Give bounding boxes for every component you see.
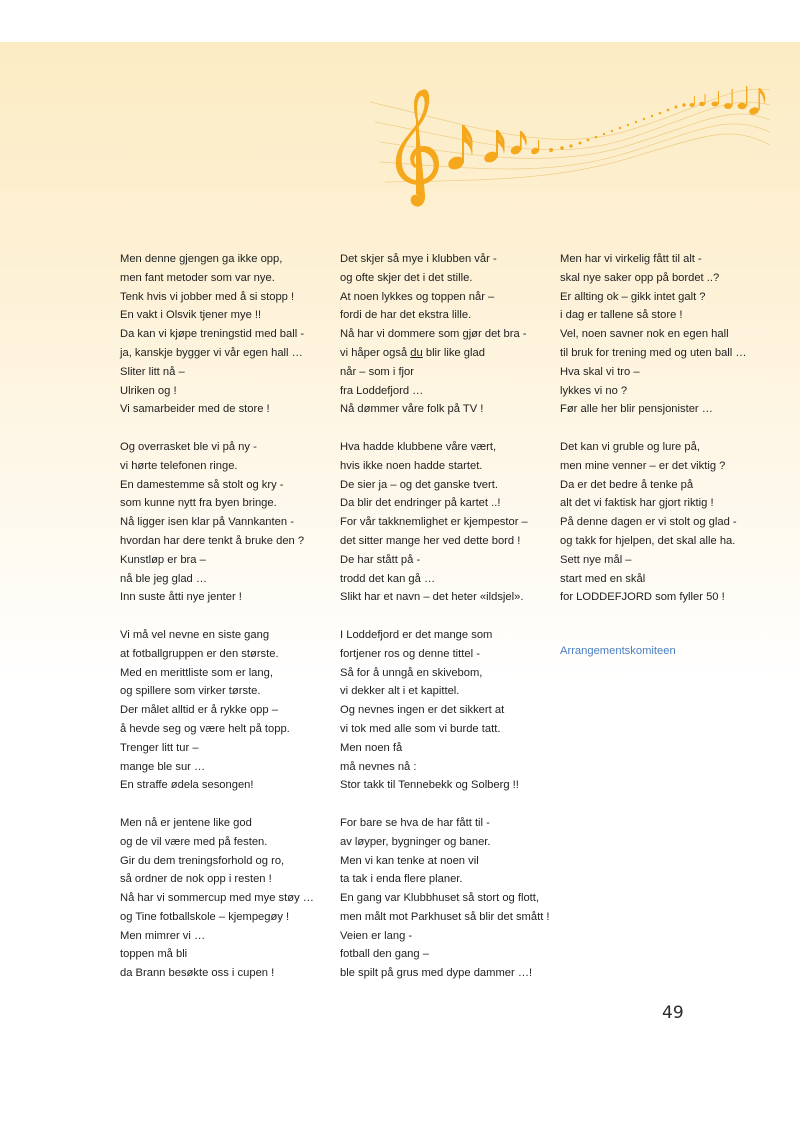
poem-line: Er allting ok – gikk intet galt ?: [560, 290, 706, 303]
poem-line: De sier ja – og det ganske tvert.: [340, 478, 498, 491]
poem-line: Nå ligger isen klar på Vannkanten -: [120, 516, 294, 529]
poem-line: En vakt i Olsvik tjener mye !!: [120, 309, 262, 322]
poem-line: og spillere som virker tørste.: [120, 685, 261, 698]
poem-line: som kunne nytt fra byen bringe.: [120, 497, 277, 510]
poem-line: for LODDEFJORD som fyller 50 !: [560, 591, 725, 604]
poem-line: Men mimrer vi …: [120, 929, 206, 942]
stanza: [120, 626, 340, 795]
poem-line: For vår takknemlighet er kjempestor –: [340, 516, 528, 529]
poem-line: Sett nye mål –: [560, 553, 632, 566]
poem-line: at fotballgruppen er den største.: [120, 647, 279, 660]
signature: Arrangementskomiteen: [560, 645, 676, 657]
poem-line: Sliter litt nå –: [120, 365, 185, 378]
poem-line: men mine venner – er det viktig ?: [560, 459, 726, 472]
stanza: [560, 438, 780, 607]
poem-line: å hevde seg og være helt på topp.: [120, 722, 290, 735]
poem-line: men målt mot Parkhuset så blir det smått !: [340, 910, 550, 923]
poem-line: hvis ikke noen hadde startet.: [340, 459, 483, 472]
poem-line-underlined: vi håper også du blir like glad: [340, 346, 485, 359]
poem-line: I Loddefjord er det mange som: [340, 628, 493, 641]
poem-line: Tenk hvis vi jobber med å si stopp !: [120, 290, 295, 303]
poem-line: Men vi kan tenke at noen vil: [340, 854, 479, 867]
poem-line: Men noen få: [340, 741, 403, 754]
poem-line: vi tok med alle som vi burde tatt.: [340, 722, 501, 735]
poem-line: Ulriken og !: [120, 384, 177, 397]
poem-line: ble spilt på grus med dype dammer …!: [340, 967, 533, 980]
poem-line: Inn suste åtti nye jenter !: [120, 591, 242, 604]
poem-line: Og nevnes ingen er det sikkert at: [340, 704, 505, 717]
poem-line: må nevnes nå :: [340, 760, 417, 773]
poem-line: hvordan har dere tenkt å bruke den ?: [120, 534, 305, 547]
poem-line: Da blir det endringer på kartet ..!: [340, 497, 501, 510]
poem-line: Men har vi virkelig fått til alt -: [560, 253, 702, 265]
poem-line: ta tak i enda flere planer.: [340, 873, 463, 886]
poem-line: Vel, noen savner nok en egen hall: [560, 328, 729, 341]
stanza: [340, 438, 560, 607]
stanza: [120, 250, 340, 419]
poem-line: At noen lykkes og toppen når –: [340, 290, 495, 303]
poem-line: Slikt har et navn – det heter «ildsjel».: [340, 591, 524, 604]
poem-line: Der målet alltid er å rykke opp –: [120, 704, 278, 717]
poem-line: vi dekker alt i et kapittel.: [340, 685, 460, 698]
poem-line: Gir du dem treningsforhold og ro,: [120, 854, 285, 867]
poem-line: så ordner de nok opp i resten !: [120, 873, 272, 886]
poem-line: Vi samarbeider med de store !: [120, 403, 270, 416]
poem-line: Hva hadde klubbene våre vært,: [340, 440, 497, 453]
poem-line: fordi de har det ekstra lille.: [340, 309, 472, 322]
poem-line: Da kan vi kjøpe treningstid med ball -: [120, 328, 305, 341]
music-notes-staff-icon: [370, 70, 770, 220]
poem-line: da Brann besøkte oss i cupen !: [120, 967, 275, 980]
poem-line: Hva skal vi tro –: [560, 365, 640, 378]
poem-line: Det kan vi gruble og lure på,: [560, 440, 700, 453]
poem-line: fortjener ros og denne tittel -: [340, 647, 480, 660]
poem-line: ja, kanskje bygger vi vår egen hall …: [120, 346, 303, 359]
poem-line: start med en skål: [560, 572, 646, 585]
poem-line: men fant metoder som var nye.: [120, 271, 275, 284]
poem-line: når – som i fjor: [340, 365, 414, 378]
poem-line: En gang var Klubbhuset så stort og flott,: [340, 892, 540, 905]
poem-line: Stor takk til Tennebekk og Solberg !!: [340, 779, 519, 792]
poem-line: trodd det kan gå …: [340, 572, 436, 585]
poem-line: alt det vi faktisk har gjort riktig !: [560, 497, 714, 510]
poem-line: Trenger litt tur –: [120, 741, 199, 754]
poem-line: og ofte skjer det i det stille.: [340, 271, 473, 284]
stanza: [120, 814, 340, 983]
poem-line: Nå har vi sommercup med mye støy …: [120, 892, 314, 905]
poem-line: skal nye saker opp på bordet ..?: [560, 271, 720, 284]
poem-line: og de vil være med på festen.: [120, 835, 268, 848]
stanza: [340, 626, 560, 795]
poem-line: og takk for hjelpen, det skal alle ha.: [560, 534, 736, 547]
poem-line: og Tine fotballskole – kjempegøy !: [120, 910, 290, 923]
poem-line: Det skjer så mye i klubben vår -: [340, 253, 497, 265]
poem-line: Før alle her blir pensjonister …: [560, 403, 713, 416]
poem-line: Nå dømmer våre folk på TV !: [340, 403, 484, 416]
stanza: [340, 250, 560, 419]
poem-line: fotball den gang –: [340, 948, 429, 961]
poem-line: Så for å unngå en skivebom,: [340, 666, 483, 679]
poem-line: For bare se hva de har fått til -: [340, 816, 490, 829]
poem-line: På denne dagen er vi stolt og glad -: [560, 516, 737, 529]
poem-column-2: [340, 250, 560, 1002]
poem-line: av løyper, bygninger og baner.: [340, 835, 491, 848]
poem-line: mange ble sur …: [120, 760, 206, 773]
poem-line: Kunstløp er bra –: [120, 553, 206, 566]
poem-column-3: [560, 250, 780, 626]
poem-line: Men denne gjengen ga ikke opp,: [120, 253, 283, 265]
poem-line: vi hørte telefonen ringe.: [120, 459, 238, 472]
poem-line: det sitter mange her ved dette bord !: [340, 534, 521, 547]
poem-line: En straffe ødela sesongen!: [120, 779, 254, 792]
poem-line: Vi må vel nevne en siste gang: [120, 628, 270, 641]
poem-line: Og overrasket ble vi på ny -: [120, 440, 257, 453]
poem-line: fra Loddefjord …: [340, 384, 424, 397]
poem-line: De har stått på -: [340, 553, 421, 566]
underlined-word: du: [410, 346, 423, 359]
poem-column-1: [120, 250, 340, 1002]
stanza: [120, 438, 340, 607]
poem-line: En damestemme så stolt og kry -: [120, 478, 284, 491]
stanza: [340, 814, 560, 983]
poem-line: Men nå er jentene like god: [120, 816, 252, 829]
poem-line: til bruk for trening med og uten ball …: [560, 346, 747, 359]
poem-line: Veien er lang -: [340, 929, 413, 942]
poem-line: Nå har vi dommere som gjør det bra -: [340, 328, 527, 341]
poem-line: i dag er tallene så store !: [560, 309, 683, 322]
page-number: 49: [662, 1003, 684, 1023]
poem-line: nå ble jeg glad …: [120, 572, 208, 585]
poem-line: Med en merittliste som er lang,: [120, 666, 273, 679]
poem-line: toppen må bli: [120, 948, 188, 961]
stanza: [560, 250, 780, 419]
poem-line: lykkes vi no ?: [560, 384, 628, 397]
poem-line: Da er det bedre å tenke på: [560, 478, 694, 491]
